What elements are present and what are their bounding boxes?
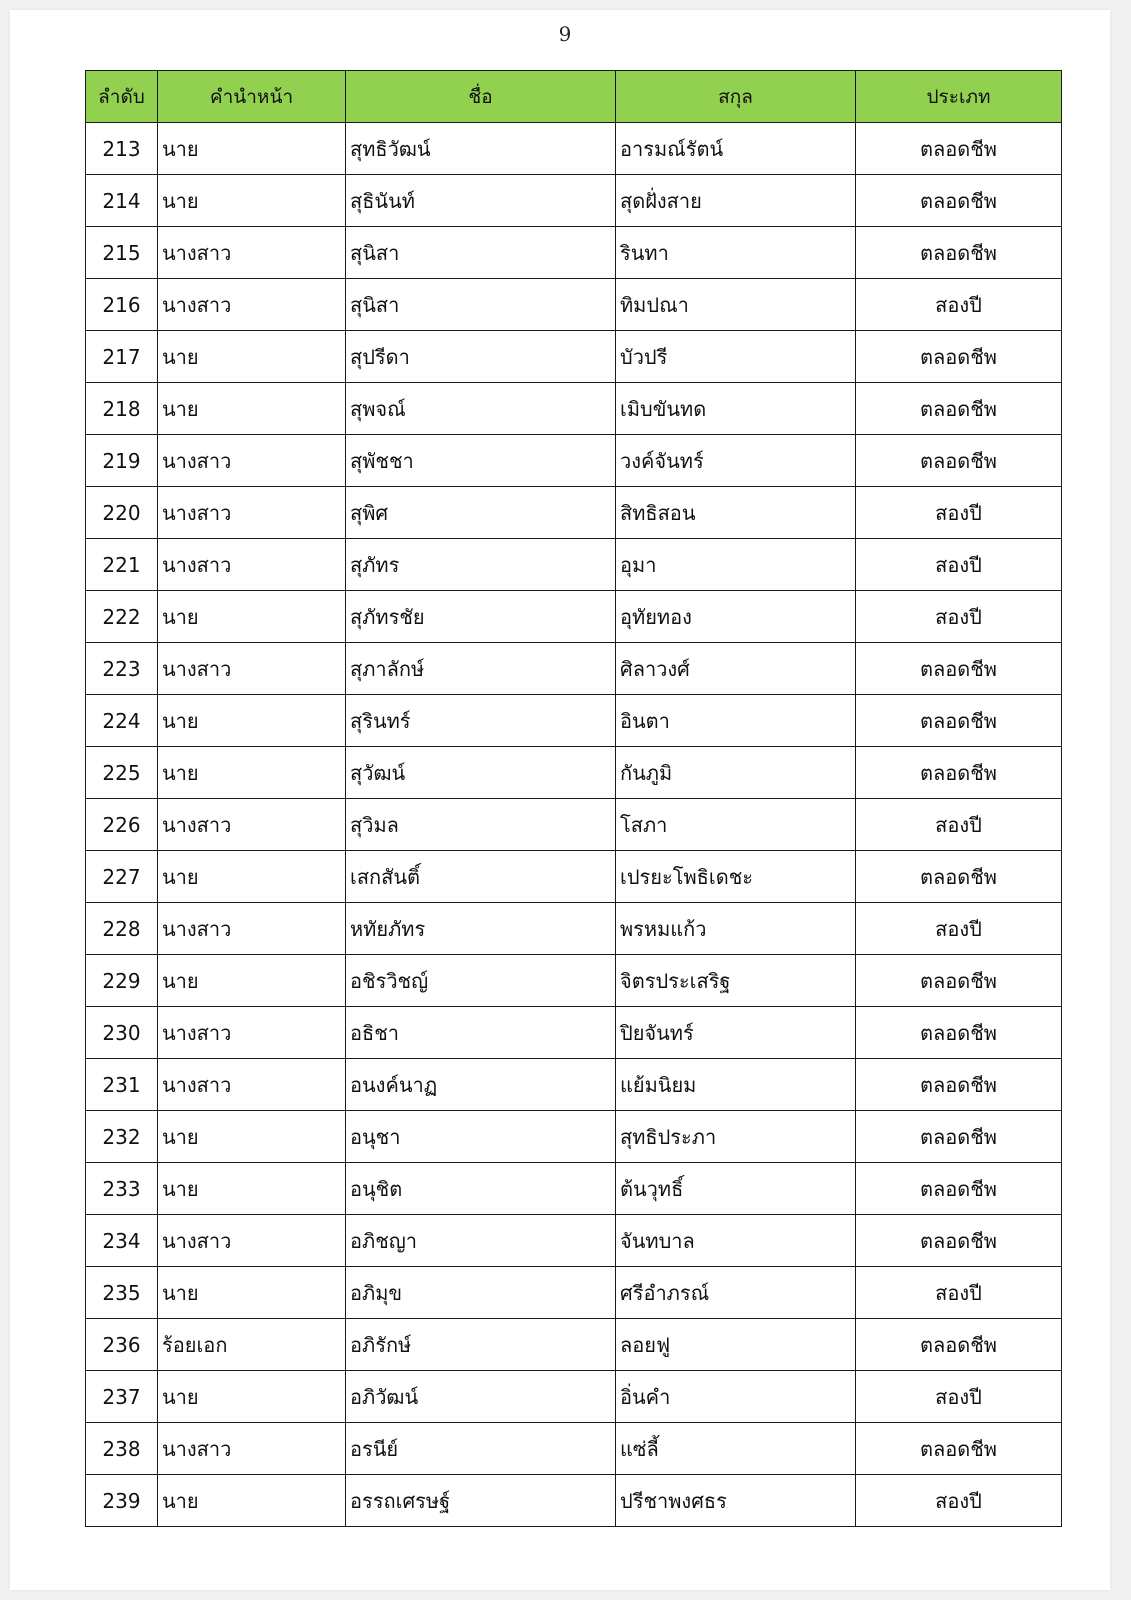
cell-title: นาย: [158, 1371, 346, 1423]
table-row: [86, 591, 1062, 643]
table-row: [86, 383, 1062, 435]
table-row: [86, 435, 1062, 487]
table-row: [86, 1319, 1062, 1371]
cell-type: ตลอดชีพ: [856, 1319, 1062, 1371]
table-row: [86, 1267, 1062, 1319]
cell-type: สองปี: [856, 903, 1062, 955]
table-body: [86, 123, 1062, 1527]
table-row: [86, 331, 1062, 383]
table-row: [86, 1059, 1062, 1111]
cell-last-name: ศรีอำภรณ์: [616, 1267, 856, 1319]
cell-title: นางสาว: [158, 643, 346, 695]
table-header-row: [86, 71, 1062, 123]
cell-type: สองปี: [856, 1371, 1062, 1423]
cell-index: 227: [86, 851, 158, 903]
cell-title: นางสาว: [158, 435, 346, 487]
cell-title: นาย: [158, 331, 346, 383]
table-row: [86, 799, 1062, 851]
cell-index: 236: [86, 1319, 158, 1371]
cell-first-name: สุนิสา: [346, 279, 616, 331]
cell-type: ตลอดชีพ: [856, 955, 1062, 1007]
cell-title: นางสาว: [158, 903, 346, 955]
cell-first-name: สุวิมล: [346, 799, 616, 851]
cell-title: นางสาว: [158, 227, 346, 279]
cell-title: นางสาว: [158, 799, 346, 851]
cell-title: นางสาว: [158, 1007, 346, 1059]
cell-last-name: อินตา: [616, 695, 856, 747]
cell-index: 219: [86, 435, 158, 487]
cell-first-name: สุพัชชา: [346, 435, 616, 487]
cell-last-name: ลอยฟู: [616, 1319, 856, 1371]
cell-last-name: วงค์จันทร์: [616, 435, 856, 487]
member-table: [85, 70, 1062, 1527]
cell-index: 232: [86, 1111, 158, 1163]
cell-first-name: อภิรักษ์: [346, 1319, 616, 1371]
cell-type: สองปี: [856, 539, 1062, 591]
cell-last-name: บัวปรี: [616, 331, 856, 383]
cell-type: ตลอดชีพ: [856, 643, 1062, 695]
table-row: [86, 175, 1062, 227]
cell-last-name: โสภา: [616, 799, 856, 851]
cell-first-name: สุภัทร: [346, 539, 616, 591]
cell-index: 225: [86, 747, 158, 799]
cell-index: 238: [86, 1423, 158, 1475]
cell-title: นางสาว: [158, 279, 346, 331]
cell-title: นาย: [158, 851, 346, 903]
cell-title: นาย: [158, 747, 346, 799]
table-row: [86, 539, 1062, 591]
cell-index: 223: [86, 643, 158, 695]
table-row: [86, 851, 1062, 903]
table-row: [86, 695, 1062, 747]
cell-type: ตลอดชีพ: [856, 1111, 1062, 1163]
cell-last-name: อุทัยทอง: [616, 591, 856, 643]
cell-first-name: อรรถเศรษฐ์: [346, 1475, 616, 1527]
cell-index: 228: [86, 903, 158, 955]
table-row: [86, 123, 1062, 175]
cell-type: สองปี: [856, 1475, 1062, 1527]
cell-index: 226: [86, 799, 158, 851]
cell-last-name: อุมา: [616, 539, 856, 591]
cell-index: 221: [86, 539, 158, 591]
cell-type: ตลอดชีพ: [856, 383, 1062, 435]
cell-type: สองปี: [856, 591, 1062, 643]
cell-type: ตลอดชีพ: [856, 1059, 1062, 1111]
cell-index: 229: [86, 955, 158, 1007]
cell-first-name: อภิมุข: [346, 1267, 616, 1319]
table-row: [86, 1215, 1062, 1267]
cell-first-name: อภิวัฒน์: [346, 1371, 616, 1423]
cell-index: 224: [86, 695, 158, 747]
table-row: [86, 1423, 1062, 1475]
column-header-first-name: ชื่อ: [346, 71, 616, 123]
cell-last-name: ศิลาวงศ์: [616, 643, 856, 695]
cell-last-name: พรหมแก้ว: [616, 903, 856, 955]
cell-last-name: เปรยะโพธิเดชะ: [616, 851, 856, 903]
cell-index: 217: [86, 331, 158, 383]
cell-first-name: อนุชา: [346, 1111, 616, 1163]
cell-last-name: รินทา: [616, 227, 856, 279]
cell-last-name: สิทธิสอน: [616, 487, 856, 539]
table-row: [86, 955, 1062, 1007]
cell-first-name: สุรินทร์: [346, 695, 616, 747]
cell-index: 230: [86, 1007, 158, 1059]
cell-first-name: สุพจณ์: [346, 383, 616, 435]
cell-first-name: อรนีย์: [346, 1423, 616, 1475]
cell-title: นางสาว: [158, 1059, 346, 1111]
cell-title: นาย: [158, 955, 346, 1007]
cell-type: ตลอดชีพ: [856, 1215, 1062, 1267]
cell-type: ตลอดชีพ: [856, 227, 1062, 279]
cell-type: ตลอดชีพ: [856, 1007, 1062, 1059]
table-row: [86, 1163, 1062, 1215]
cell-type: ตลอดชีพ: [856, 695, 1062, 747]
table-header: [86, 71, 1062, 123]
cell-first-name: เสกสันติ์: [346, 851, 616, 903]
cell-first-name: หทัยภัทร: [346, 903, 616, 955]
cell-last-name: สุดฝั่งสาย: [616, 175, 856, 227]
table-row: [86, 1007, 1062, 1059]
cell-index: 213: [86, 123, 158, 175]
cell-last-name: สุทธิประภา: [616, 1111, 856, 1163]
cell-type: ตลอดชีพ: [856, 123, 1062, 175]
cell-first-name: อนุชิต: [346, 1163, 616, 1215]
cell-type: สองปี: [856, 487, 1062, 539]
cell-last-name: กันภูมิ: [616, 747, 856, 799]
cell-index: 214: [86, 175, 158, 227]
column-header-index: ลำดับ: [86, 71, 158, 123]
cell-index: 237: [86, 1371, 158, 1423]
cell-last-name: จันทบาล: [616, 1215, 856, 1267]
cell-type: ตลอดชีพ: [856, 851, 1062, 903]
cell-title: นาย: [158, 1267, 346, 1319]
page-number: 9: [558, 22, 572, 46]
cell-type: ตลอดชีพ: [856, 1163, 1062, 1215]
cell-index: 231: [86, 1059, 158, 1111]
cell-title: นาย: [158, 1111, 346, 1163]
cell-last-name: ปรีชาพงศธร: [616, 1475, 856, 1527]
table-row: [86, 1371, 1062, 1423]
cell-type: ตลอดชีพ: [856, 435, 1062, 487]
cell-last-name: แย้มนิยม: [616, 1059, 856, 1111]
cell-first-name: อชิรวิชญ์: [346, 955, 616, 1007]
cell-first-name: สุภาลักษ์: [346, 643, 616, 695]
cell-last-name: ปิยจันทร์: [616, 1007, 856, 1059]
cell-type: ตลอดชีพ: [856, 747, 1062, 799]
column-header-title: คำนำหน้า: [158, 71, 346, 123]
cell-title: นาย: [158, 383, 346, 435]
cell-last-name: อารมณ์รัตน์: [616, 123, 856, 175]
cell-index: 233: [86, 1163, 158, 1215]
cell-first-name: สุวัฒน์: [346, 747, 616, 799]
cell-first-name: สุนิสา: [346, 227, 616, 279]
cell-index: 216: [86, 279, 158, 331]
cell-type: สองปี: [856, 279, 1062, 331]
cell-type: ตลอดชีพ: [856, 1423, 1062, 1475]
table-row: [86, 227, 1062, 279]
column-header-type: ประเภท: [856, 71, 1062, 123]
cell-title: นาย: [158, 175, 346, 227]
cell-index: 220: [86, 487, 158, 539]
cell-type: ตลอดชีพ: [856, 331, 1062, 383]
cell-index: 215: [86, 227, 158, 279]
cell-last-name: แซ่ลี้: [616, 1423, 856, 1475]
cell-index: 234: [86, 1215, 158, 1267]
cell-index: 218: [86, 383, 158, 435]
table-row: [86, 747, 1062, 799]
table-row: [86, 487, 1062, 539]
cell-title: นาย: [158, 591, 346, 643]
table-row: [86, 1475, 1062, 1527]
cell-first-name: สุธินันท์: [346, 175, 616, 227]
cell-first-name: อภิชญา: [346, 1215, 616, 1267]
column-header-last-name: สกุล: [616, 71, 856, 123]
table-row: [86, 1111, 1062, 1163]
cell-index: 235: [86, 1267, 158, 1319]
cell-title: ร้อยเอก: [158, 1319, 346, 1371]
cell-first-name: สุปรีดา: [346, 331, 616, 383]
cell-title: นาย: [158, 1475, 346, 1527]
cell-type: สองปี: [856, 1267, 1062, 1319]
cell-title: นาย: [158, 1163, 346, 1215]
cell-title: นางสาว: [158, 539, 346, 591]
cell-title: นาย: [158, 123, 346, 175]
cell-last-name: อิ่นคำ: [616, 1371, 856, 1423]
cell-first-name: สุทธิวัฒน์: [346, 123, 616, 175]
cell-title: นางสาว: [158, 1423, 346, 1475]
cell-title: นางสาว: [158, 487, 346, 539]
cell-last-name: ทิมปณา: [616, 279, 856, 331]
cell-type: ตลอดชีพ: [856, 175, 1062, 227]
cell-first-name: อนงค์นาฏ: [346, 1059, 616, 1111]
cell-index: 222: [86, 591, 158, 643]
cell-last-name: จิตรประเสริฐ: [616, 955, 856, 1007]
table-row: [86, 643, 1062, 695]
cell-last-name: เมิบขันทด: [616, 383, 856, 435]
cell-title: นาย: [158, 695, 346, 747]
cell-first-name: สุพิศ: [346, 487, 616, 539]
table-row: [86, 903, 1062, 955]
cell-title: นางสาว: [158, 1215, 346, 1267]
cell-last-name: ต้นวุทธิ์: [616, 1163, 856, 1215]
table-row: [86, 279, 1062, 331]
cell-index: 239: [86, 1475, 158, 1527]
cell-first-name: สุภัทรชัย: [346, 591, 616, 643]
cell-type: สองปี: [856, 799, 1062, 851]
cell-first-name: อธิชา: [346, 1007, 616, 1059]
